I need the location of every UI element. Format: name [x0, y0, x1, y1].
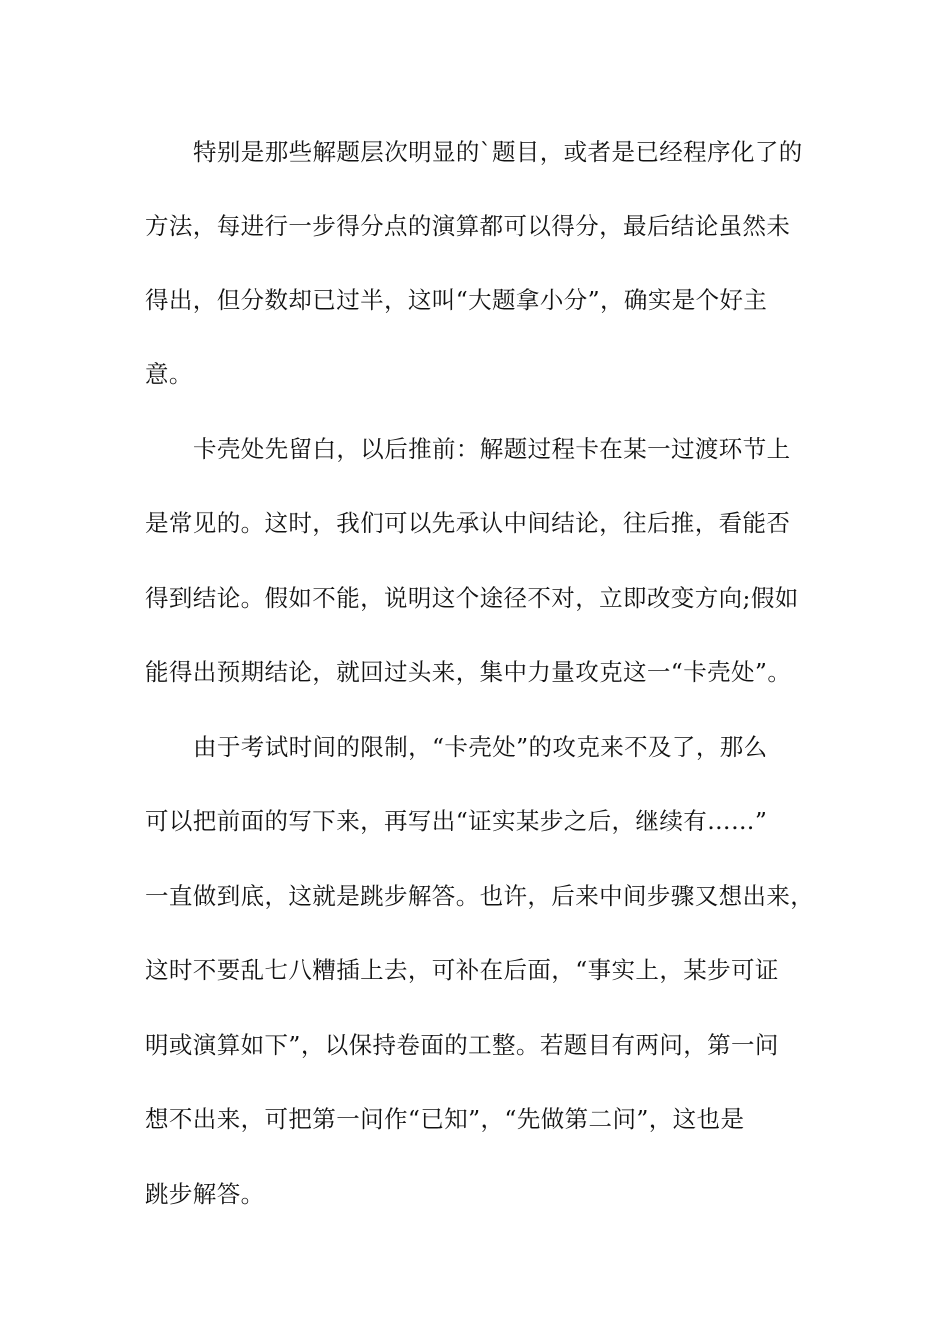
paragraph-3-line-4: 这时不要乱七八糟插上去，可补在后面，“事实上，某步可证 [145, 956, 779, 984]
paragraph-1-line-4: 意。 [145, 360, 193, 388]
paragraph-3-line-7: 跳步解答。 [145, 1180, 265, 1208]
paragraph-3-line-6: 想不出来，可把第一问作“已知”，“先做第二问”，这也是 [145, 1105, 745, 1133]
paragraph-3-line-3: 一直做到底，这就是跳步解答。也许，后来中间步骤又想出来， [145, 882, 815, 910]
paragraph-3-line-5: 明或演算如下”，以保持卷面的工整。若题目有两问，第一问 [145, 1031, 779, 1059]
paragraph-1-line-1: 特别是那些解题层次明显的`题目，或者是已经程序化了的 [193, 138, 803, 166]
paragraph-2-line-2: 是常见的。这时，我们可以先承认中间结论，往后推，看能否 [145, 509, 791, 537]
paragraph-2-line-1: 卡壳处先留白，以后推前：解题过程卡在某一过渡环节上 [193, 435, 791, 463]
paragraph-2-line-3: 得到结论。假如不能，说明这个途径不对，立即改变方向;假如 [145, 584, 799, 612]
paragraph-3-line-2: 可以把前面的写下来，再写出“证实某步之后，继续有……” [145, 807, 768, 835]
paragraph-2-line-4: 能得出预期结论，就回过头来，集中力量攻克这一“卡壳处”。 [145, 658, 792, 686]
paragraph-3-line-1: 由于考试时间的限制，“卡壳处”的攻克来不及了，那么 [193, 733, 768, 761]
paragraph-1-line-3: 得出，但分数却已过半，这叫“大题拿小分”，确实是个好主 [145, 286, 768, 314]
paragraph-1-line-2: 方法，每进行一步得分点的演算都可以得分，最后结论虽然未 [145, 212, 791, 240]
